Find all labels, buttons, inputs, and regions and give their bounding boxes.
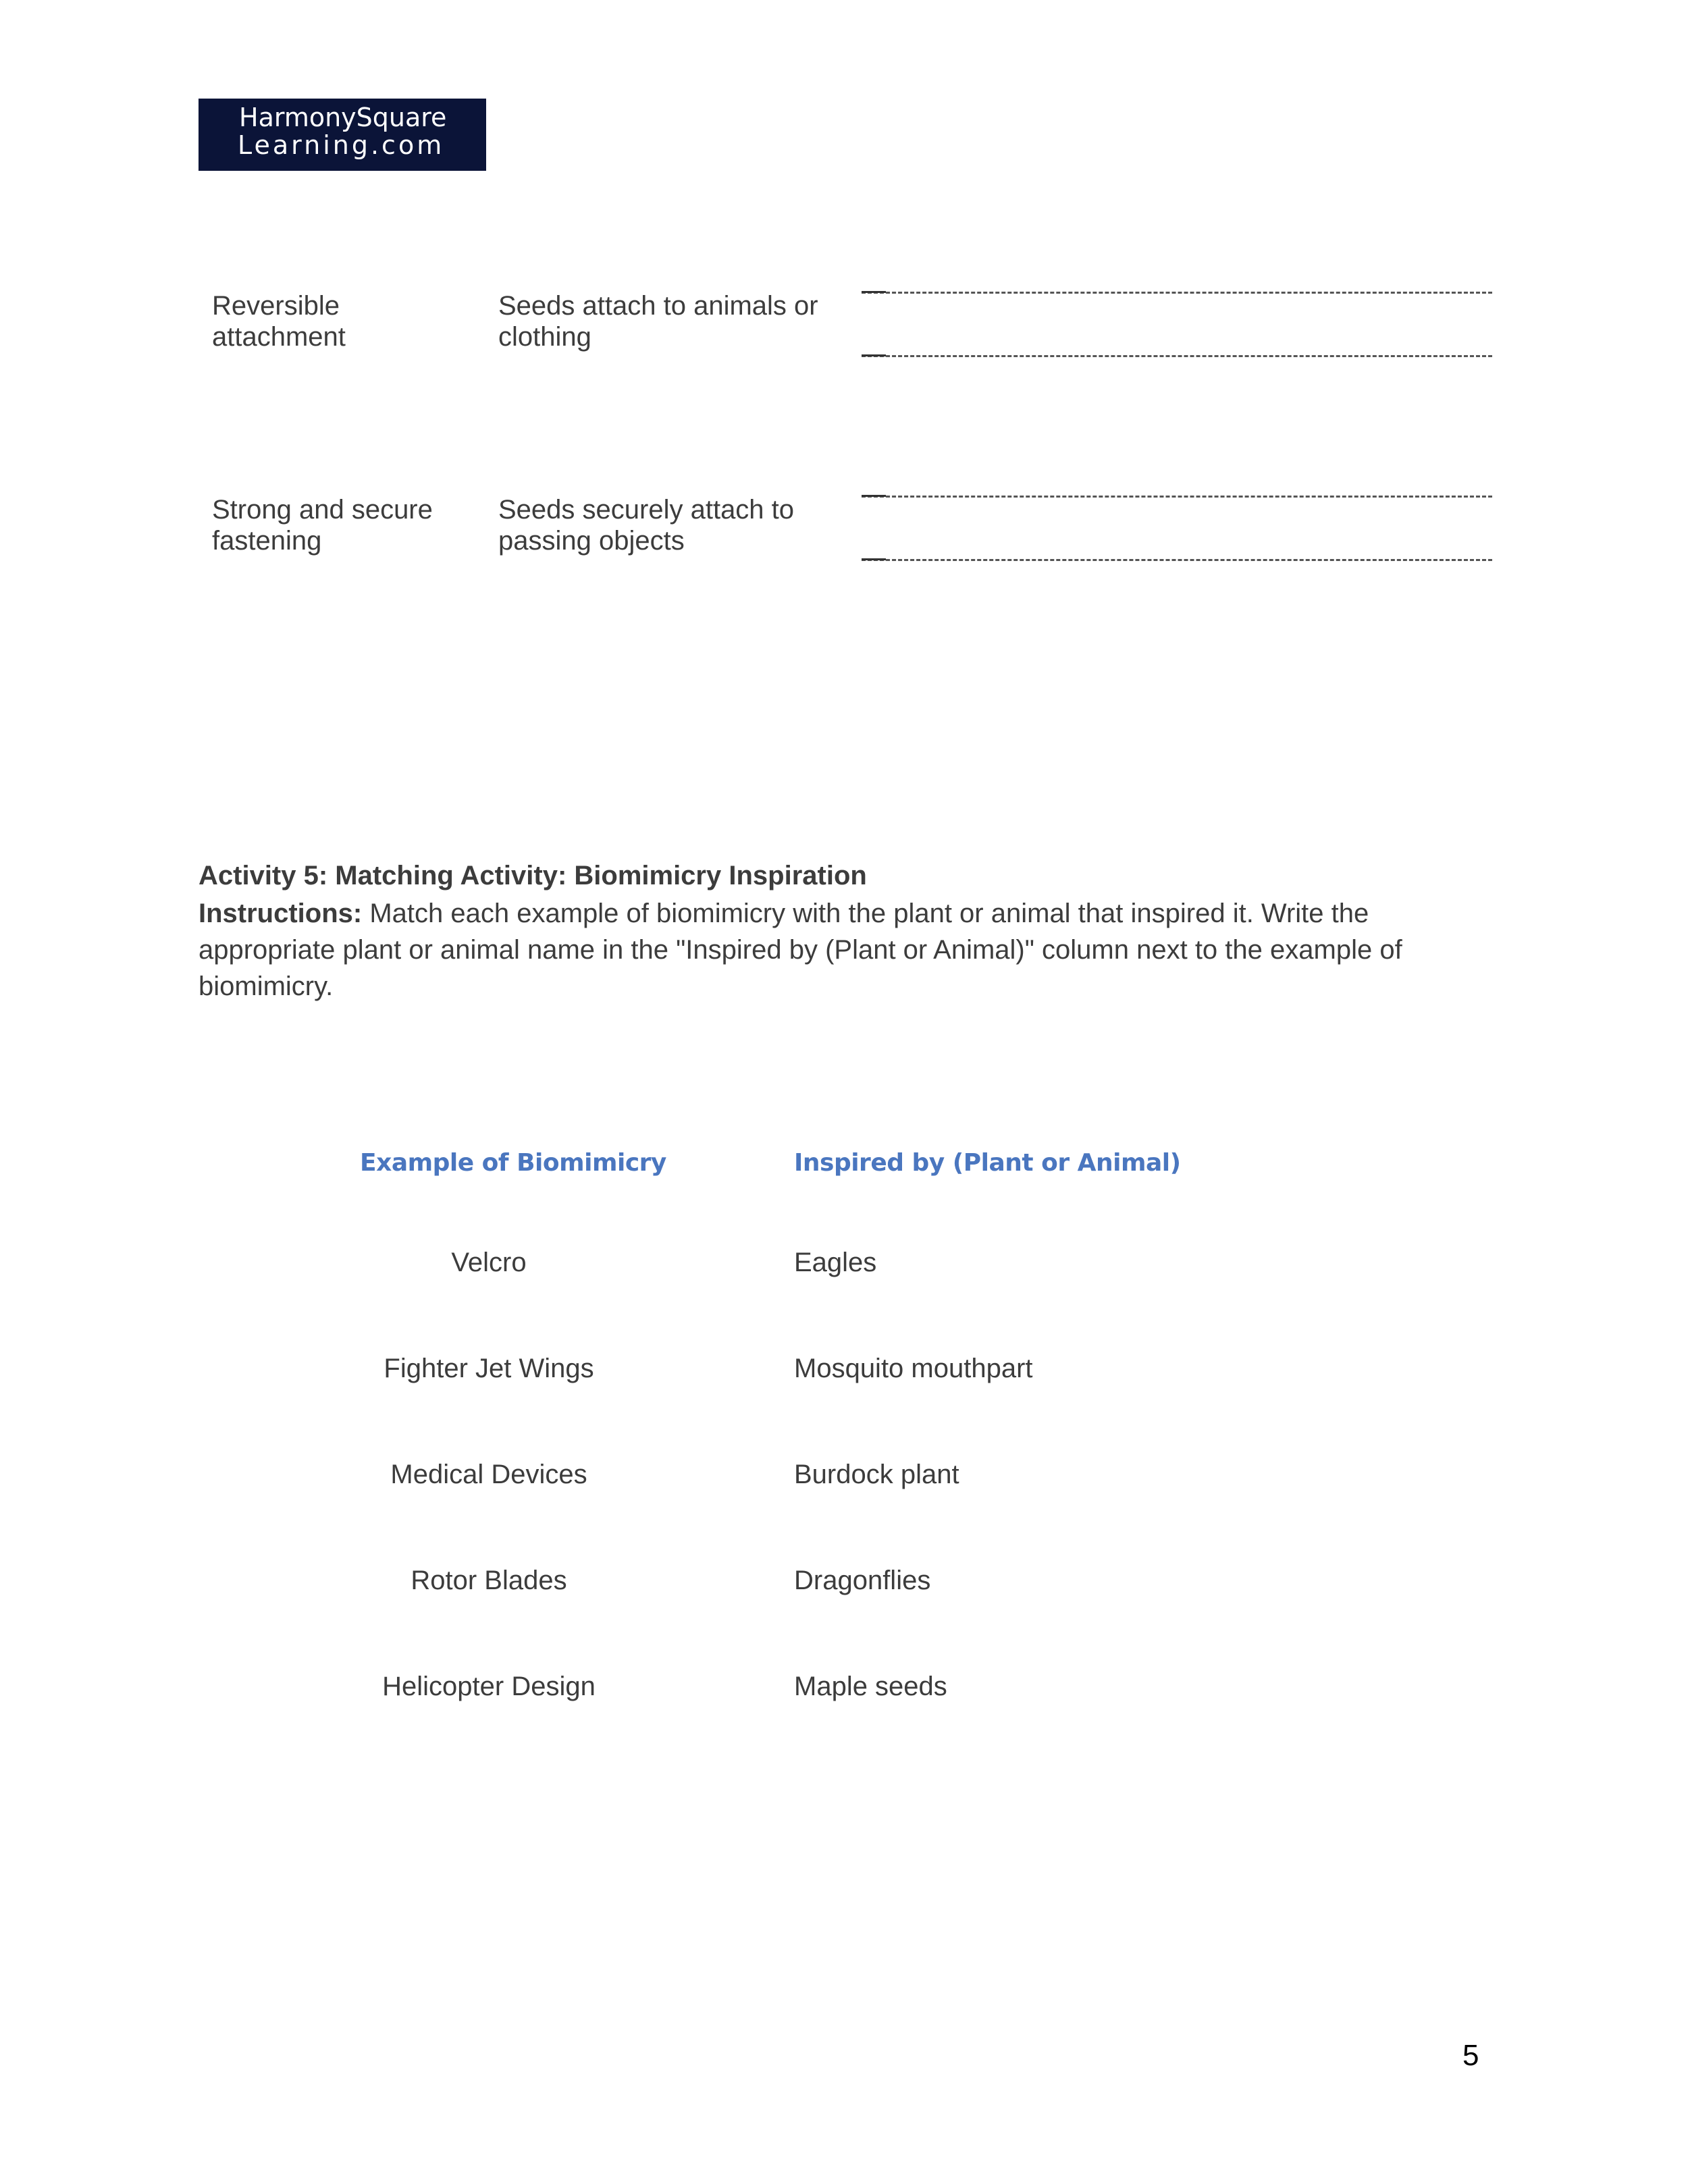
- right-column-header: Inspired by (Plant or Animal): [794, 1149, 1181, 1177]
- description-2-line-2: passing objects: [498, 526, 685, 556]
- inspiration-option: Dragonflies: [794, 1566, 931, 1595]
- page-number: 5: [1462, 2039, 1479, 2072]
- activity-title: Activity 5: Matching Activity: Biomimicry Inspiration: [199, 861, 867, 890]
- description-1-line-2: clothing: [498, 322, 591, 352]
- inspiration-option: Burdock plant: [794, 1460, 959, 1489]
- description-2-line-1: Seeds securely attach to: [498, 495, 795, 525]
- biomimicry-example: Rotor Blades: [411, 1566, 567, 1595]
- inspiration-option: Eagles: [794, 1248, 877, 1277]
- logo-line-2: Learning.com: [238, 130, 445, 160]
- feature-2-line-1: Strong and secure: [212, 495, 433, 525]
- activity-instructions: [199, 895, 1508, 1005]
- instructions-label: Instructions:: [199, 899, 363, 928]
- feature-1-line-2: attachment: [212, 322, 346, 352]
- biomimicry-example: Medical Devices: [390, 1460, 587, 1489]
- description-cell-1: [498, 290, 818, 352]
- description-cell-2: [498, 494, 794, 556]
- biomimicry-example: Fighter Jet Wings: [384, 1354, 594, 1383]
- biomimicry-example: Helicopter Design: [382, 1672, 596, 1701]
- feature-2-line-2: fastening: [212, 526, 322, 556]
- description-1-line-1: Seeds attach to animals or: [498, 291, 818, 321]
- left-column-header: Example of Biomimicry: [360, 1149, 666, 1177]
- feature-cell-2: [212, 494, 433, 556]
- answer-line-2a[interactable]: [862, 489, 1492, 502]
- instructions-text: Match each example of biomimicry with the plant or animal that inspired it. Write the appropriate plant or animal name in the "Inspired by (Plant or Animal)" column next to the example of biomimicry.: [199, 899, 1402, 1001]
- inspiration-option: Maple seeds: [794, 1672, 947, 1701]
- feature-cell-1: [212, 290, 346, 352]
- answer-line-1a[interactable]: [862, 285, 1492, 298]
- inspiration-option: Mosquito mouthpart: [794, 1354, 1033, 1383]
- feature-1-line-1: Reversible: [212, 291, 340, 321]
- harmonysquare-logo: [199, 99, 486, 171]
- answer-line-1b[interactable]: [862, 348, 1492, 362]
- biomimicry-example: Velcro: [451, 1248, 527, 1277]
- answer-line-2b[interactable]: [862, 552, 1492, 566]
- logo-line-1: HarmonySquare: [239, 103, 447, 132]
